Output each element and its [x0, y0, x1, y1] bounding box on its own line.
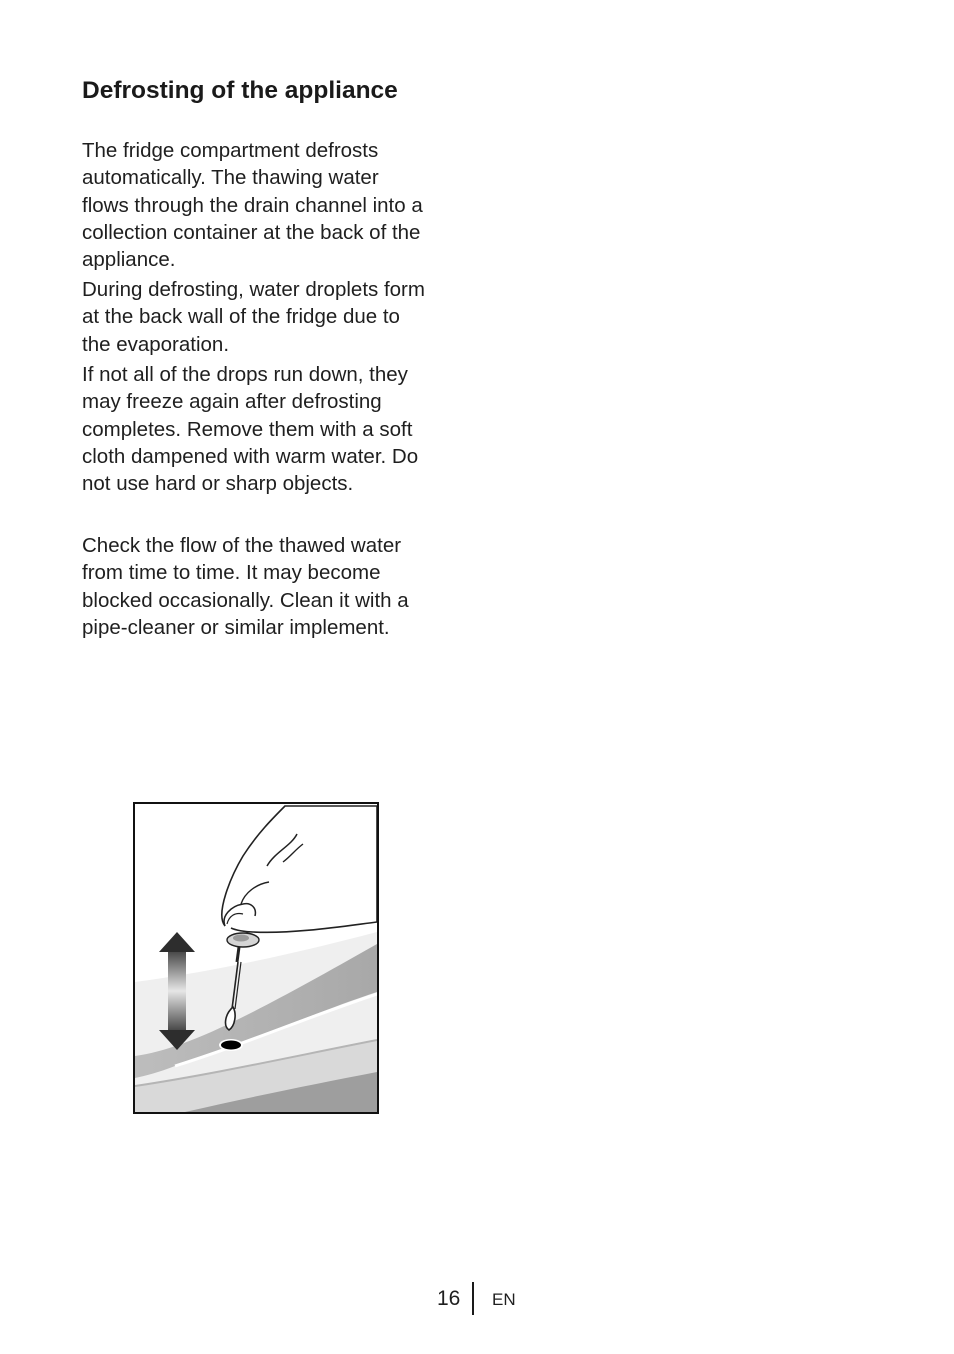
text-line: flows through the drain channel into a: [82, 193, 423, 217]
text-line: During defrosting, water droplets form: [82, 278, 425, 301]
footer-divider: [472, 1282, 474, 1315]
page-title: Defrosting of the appliance: [82, 77, 398, 104]
text-line: not use hard or sharp objects.: [82, 472, 354, 496]
paragraph-auto-defrost: [82, 137, 472, 273]
text-line: may freeze again after defrosting: [82, 390, 382, 414]
drain-cleaning-illustration: [133, 802, 379, 1114]
language-code: EN: [492, 1290, 516, 1309]
text-line: The fridge compartment defrosts: [82, 139, 379, 162]
text-line: collection container at the back of the: [82, 220, 421, 244]
text-line: If not all of the drops run down, they: [82, 363, 408, 386]
text-line: cloth dampened with warm water. Do: [82, 444, 419, 468]
drain-hole-icon: [219, 1039, 243, 1051]
text-line: blocked occasionally. Clean it with a: [82, 588, 409, 612]
paragraph-frozen-drops: [82, 361, 472, 497]
text-line: automatically. The thawing water: [82, 166, 379, 190]
text-line: the evaporation.: [82, 332, 230, 356]
page-footer: [0, 1282, 954, 1316]
text-line: pipe-cleaner or similar implement.: [82, 615, 390, 639]
text-line: Check the flow of the thawed water: [82, 534, 402, 557]
text-line: appliance.: [82, 248, 176, 272]
text-line: completes. Remove them with a soft: [82, 417, 413, 441]
paragraph-check-drain-flow: [82, 532, 472, 641]
text-line: at the back wall of the fridge due to: [82, 305, 400, 329]
text-line: from time to time. It may become: [82, 561, 381, 585]
paragraph-water-droplets: [82, 276, 472, 358]
page-number: 16: [437, 1287, 461, 1310]
